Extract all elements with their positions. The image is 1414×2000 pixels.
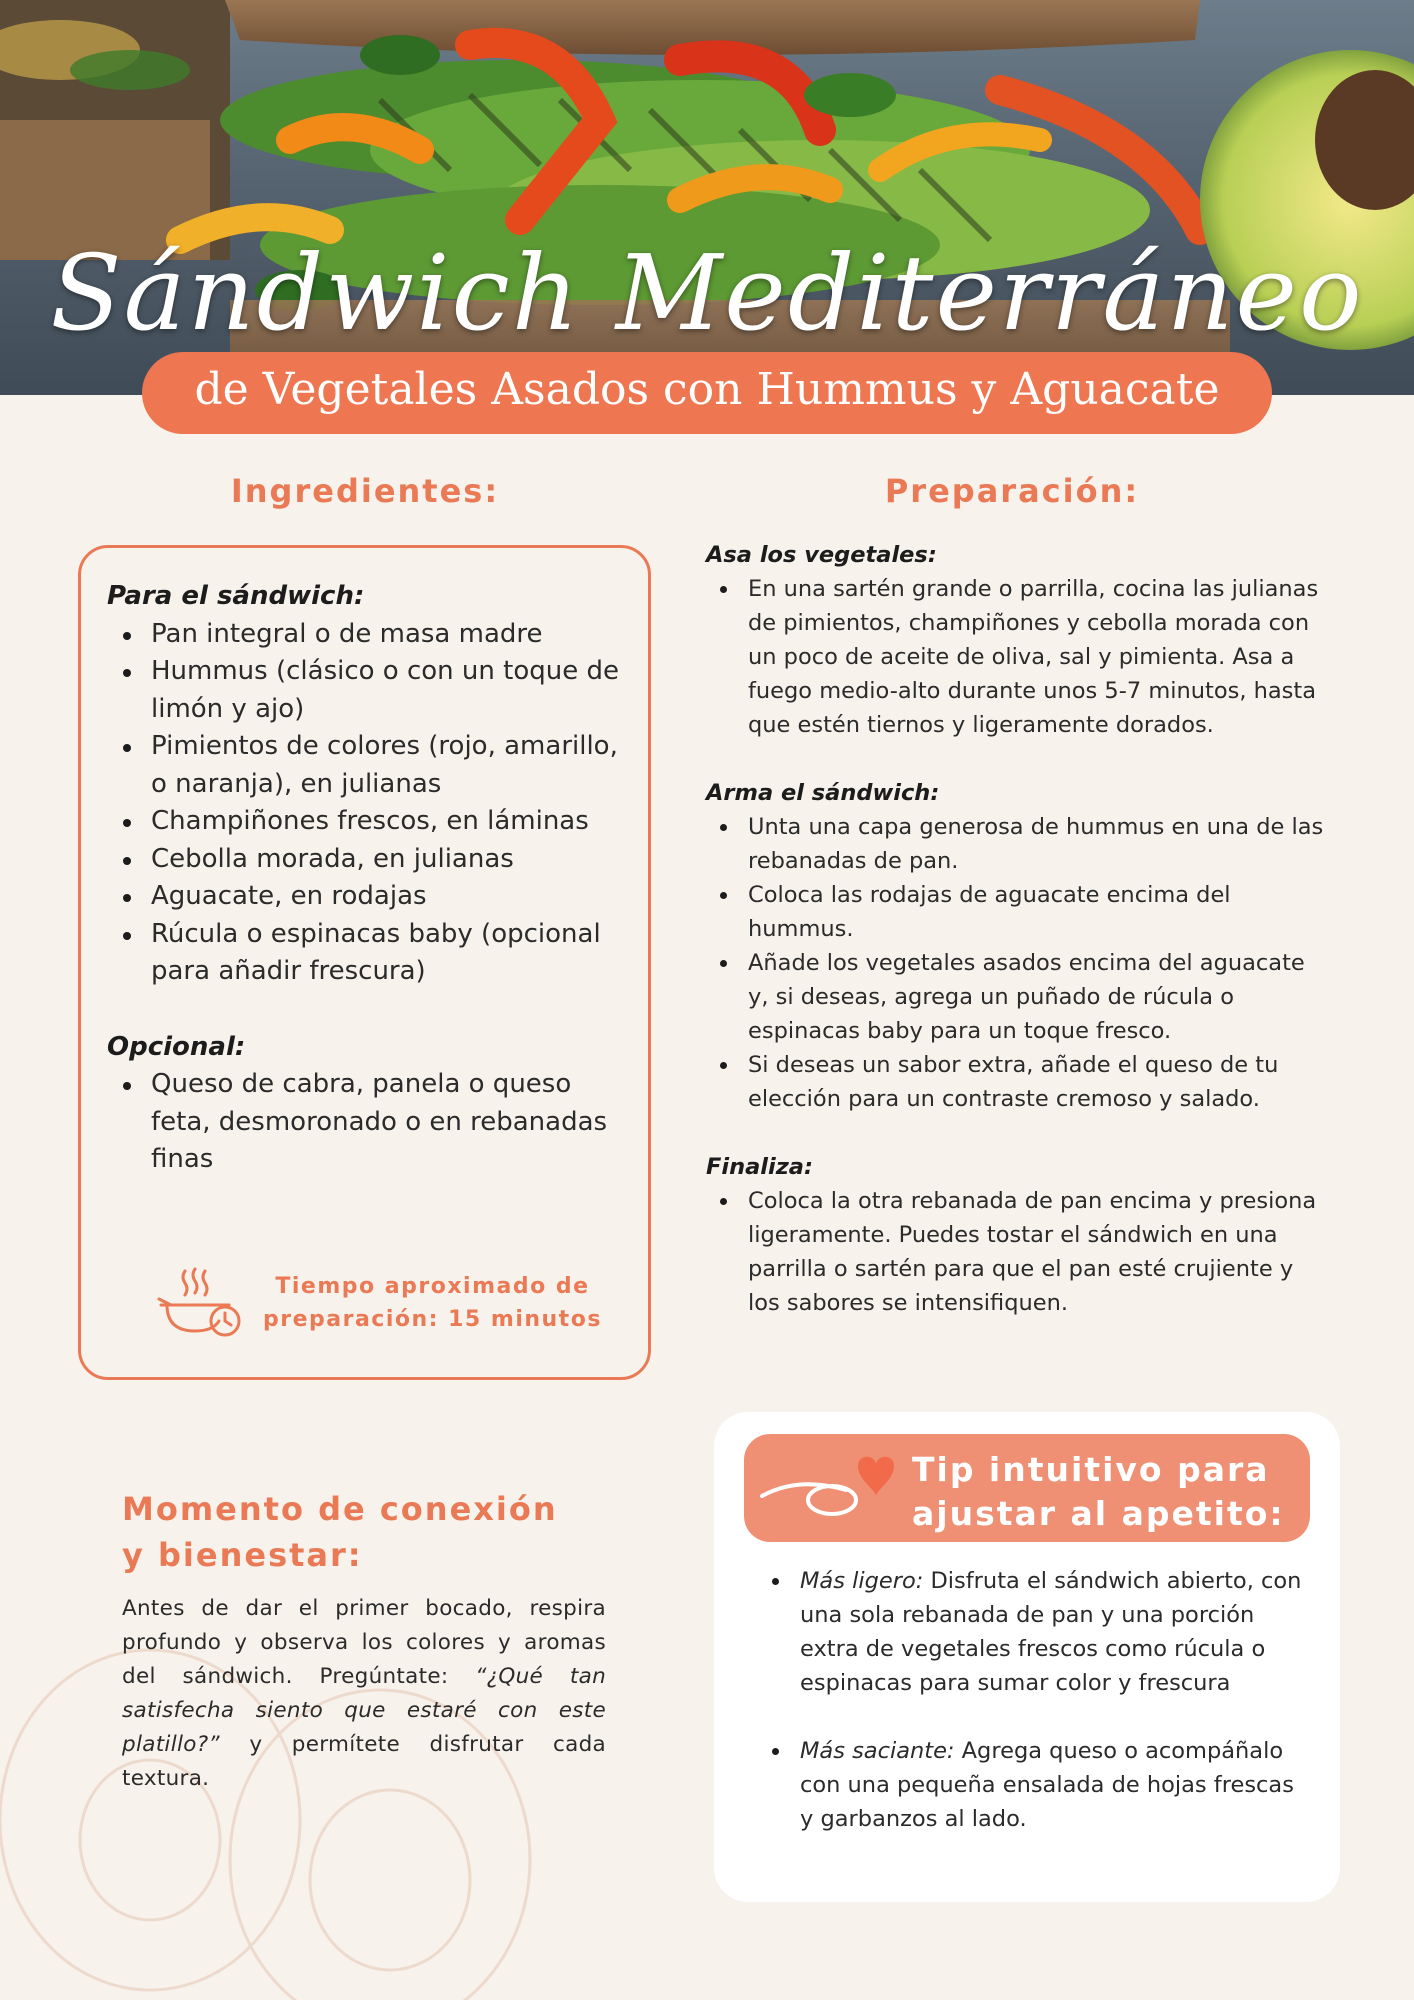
tip-text: Disfruta el sándwich abierto, con una sola rebanada de pan y una porción extra de vegetales frescos como rúcula o espinacas para sumar color y frescura [800, 1568, 1302, 1696]
momento-paragraph [122, 1592, 606, 1796]
list-item: Si deseas un sabor extra, añade el queso de tu elección para un contraste cremoso y salado. [706, 1048, 1326, 1116]
momento-text-after: y permítete disfrutar cada textura. [122, 1732, 606, 1791]
list-item [772, 1564, 1312, 1700]
list-item: Pan integral o de masa madre [107, 616, 627, 654]
step-title: Finaliza: [706, 1154, 813, 1180]
momento-heading-line2: y bienestar: [122, 1536, 363, 1574]
tip-label: Más saciante: [800, 1738, 955, 1764]
list-item: Aguacate, en rodajas [107, 878, 627, 916]
spoon-heart-icon [758, 1448, 898, 1528]
preparation-heading: Preparación: [884, 472, 1140, 510]
preparation-steps [706, 538, 1326, 1354]
tip-header [744, 1434, 1310, 1542]
tip-list [772, 1564, 1312, 1870]
list-item: Coloca las rodajas de aguacate encima del hummus. [706, 878, 1326, 946]
sandwich-subheading: Para el sándwich: [107, 581, 365, 611]
optional-ingredients-list [107, 1066, 627, 1179]
tip-card [714, 1412, 1340, 1902]
recipe-subtitle-pill [142, 352, 1272, 434]
pan-timer-icon [155, 1265, 245, 1341]
step-grill [706, 538, 1326, 742]
list-item: Hummus (clásico o con un toque de limón y ajo) [107, 653, 627, 728]
list-item: Rúcula o espinacas baby (opcional para añadir frescura) [107, 916, 627, 991]
list-item: Queso de cabra, panela o queso feta, desmoronado o en rebanadas finas [107, 1066, 627, 1179]
tip-heading-line1: Tip intuitivo para [912, 1450, 1270, 1489]
list-item: Pimientos de colores (rojo, amarillo, o naranja), en julianas [107, 728, 627, 803]
optional-subheading: Opcional: [107, 1031, 246, 1062]
list-item: Coloca la otra rebanada de pan encima y presiona ligeramente. Puedes tostar el sándwich en una parrilla o sartén para que el pan esté crujiente y los sabores se intensifiquen. [706, 1184, 1326, 1320]
tip-heading-line2: ajustar al apetito: [912, 1494, 1285, 1533]
recipe-subtitle: de Vegetales Asados con Hummus y Aguacate [194, 363, 1220, 415]
list-item: Champiñones frescos, en láminas [107, 803, 627, 841]
ingredients-card [78, 545, 651, 1380]
hero-image [0, 0, 1414, 395]
momento-heading-line1: Momento de conexión [122, 1490, 558, 1528]
momento-quote: “¿Qué tan satisfecha siento que estaré con este platillo?” [122, 1664, 606, 1757]
prep-time-line1: Tiempo aproximado de [275, 1274, 590, 1299]
step-assemble [706, 776, 1326, 1116]
list-item: Unta una capa generosa de hummus en una de las rebanadas de pan. [706, 810, 1326, 878]
momento-text-before: Antes de dar el primer bocado, respira profundo y observa los colores y aromas del sándwich. Pregúntate: [122, 1596, 606, 1689]
list-item [772, 1734, 1312, 1836]
recipe-title-script: Sándwich Mediterráneo [50, 232, 1364, 354]
list-item: Cebolla morada, en julianas [107, 841, 627, 879]
list-item: Añade los vegetales asados encima del aguacate y, si deseas, agrega un puñado de rúcula o espinacas baby para un toque fresco. [706, 946, 1326, 1048]
prep-time [155, 1263, 615, 1343]
momento-heading [122, 1486, 558, 1578]
step-finish [706, 1150, 1326, 1320]
list-item: En una sartén grande o parrilla, cocina las julianas de pimientos, champiñones y cebolla morada con un poco de aceite de oliva, sal y pimienta. Asa a fuego medio-alto durante unos 5-7 minutos, hasta que estén tiernos y ligeramente dorados. [706, 572, 1326, 742]
sandwich-ingredients-list [107, 616, 627, 991]
ingredients-heading: Ingredientes: [230, 472, 500, 510]
step-title: Arma el sándwich: [706, 780, 940, 806]
tip-text: Agrega queso o acompáñalo con una pequeña ensalada de hojas frescas y garbanzos al lado. [800, 1738, 1294, 1832]
tip-label: Más ligero: [800, 1568, 924, 1594]
prep-time-line2: preparación: 15 minutos [263, 1307, 602, 1332]
step-title: Asa los vegetales: [706, 542, 937, 568]
